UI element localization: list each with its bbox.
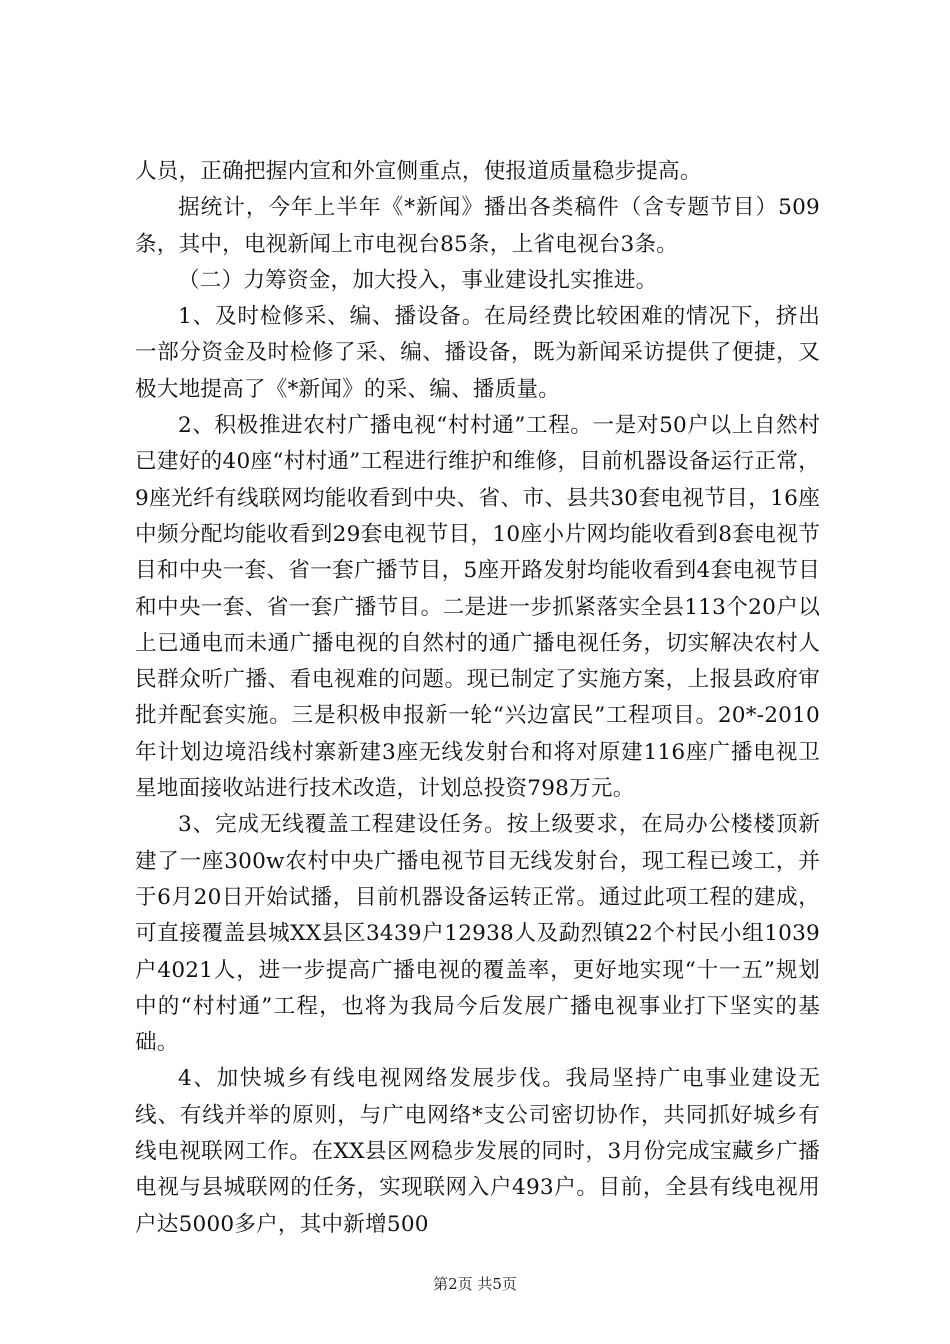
paragraph-item-3: 3、完成无线覆盖工程建设任务。按上级要求，在局办公楼楼顶新建了一座300w农村中央广播电视节目无线发射台，现工程已竣工，并于6月20日开始试播，目前机器设备运转正常。通过此项工程的建成，可直接覆盖县城XX县区3439户12938人及勐烈镇22个村民小组1039户4021人，进一步提高广播电视的覆盖率，更好地实现“十一五”规划中的“村村通”工程，也将为我局今后发展广播电视事业打下坚实的基础。: [135, 812, 820, 1056]
document-body: [135, 154, 820, 1243]
paragraph-item-2: 2、积极推进农村广播电视“村村通”工程。一是对50户以上自然村已建好的40座“村村通”工程进行维护和维修，目前机器设备运行正常，9座光纤有线联网均能收看到中央、省、市、县共30套电视节目，16座中频分配均能收看到29套电视节目，10座小片网均能收看到8套电视节目和中央一套、省一套广播节目，5座开路发射均能收看到4套电视节目和中央一套、省一套广播节目。二是进一步抓紧落实全县113个20户以上已通电而未通广播电视的自然村的通广播电视任务，切实解决农村人民群众听广播、看电视难的问题。现已制定了实施方案，上报县政府审批并配套实施。三是积极申报新一轮“兴边富民”工程项目。20*-2010年计划边境沿线村寨新建3座无线发射台和将对原建116座广播电视卫星地面接收站进行技术改造，计划总投资798万元。: [135, 413, 820, 802]
paragraph-item-1: 1、及时检修采、编、播设备。在局经费比较困难的情况下，挤出一部分资金及时检修了采、编、播设备，既为新闻采访提供了便捷，又极大地提高了《*新闻》的采、编、播质量。: [135, 304, 820, 402]
paragraph-1: 人员，正确把握内宣和外宣侧重点，使报道质量稳步提高。: [135, 159, 702, 184]
page-number-footer: 第2页 共5页: [433, 1275, 517, 1293]
section-heading: （二）力筹资金，加大投入，事业建设扎实推进。: [178, 267, 658, 293]
paragraph-item-4: 4、加快城乡有线电视网络发展步伐。我局坚持广电事业建设无线、有线并举的原则，与广电网络*支公司密切协作，共同抓好城乡有线电视联网工作。在XX县区网稳步发展的同时，3月份完成宝藏乡广播电视与县城联网的任务，实现联网入户493户。目前，全县有线电视用户达5000多户，其中新增500: [135, 1066, 820, 1237]
paragraph-2: 据统计，今年上半年《*新闻》播出各类稿件（含专题节目）509条，其中，电视新闻上市电视台85条，上省电视台3条。: [135, 195, 820, 257]
